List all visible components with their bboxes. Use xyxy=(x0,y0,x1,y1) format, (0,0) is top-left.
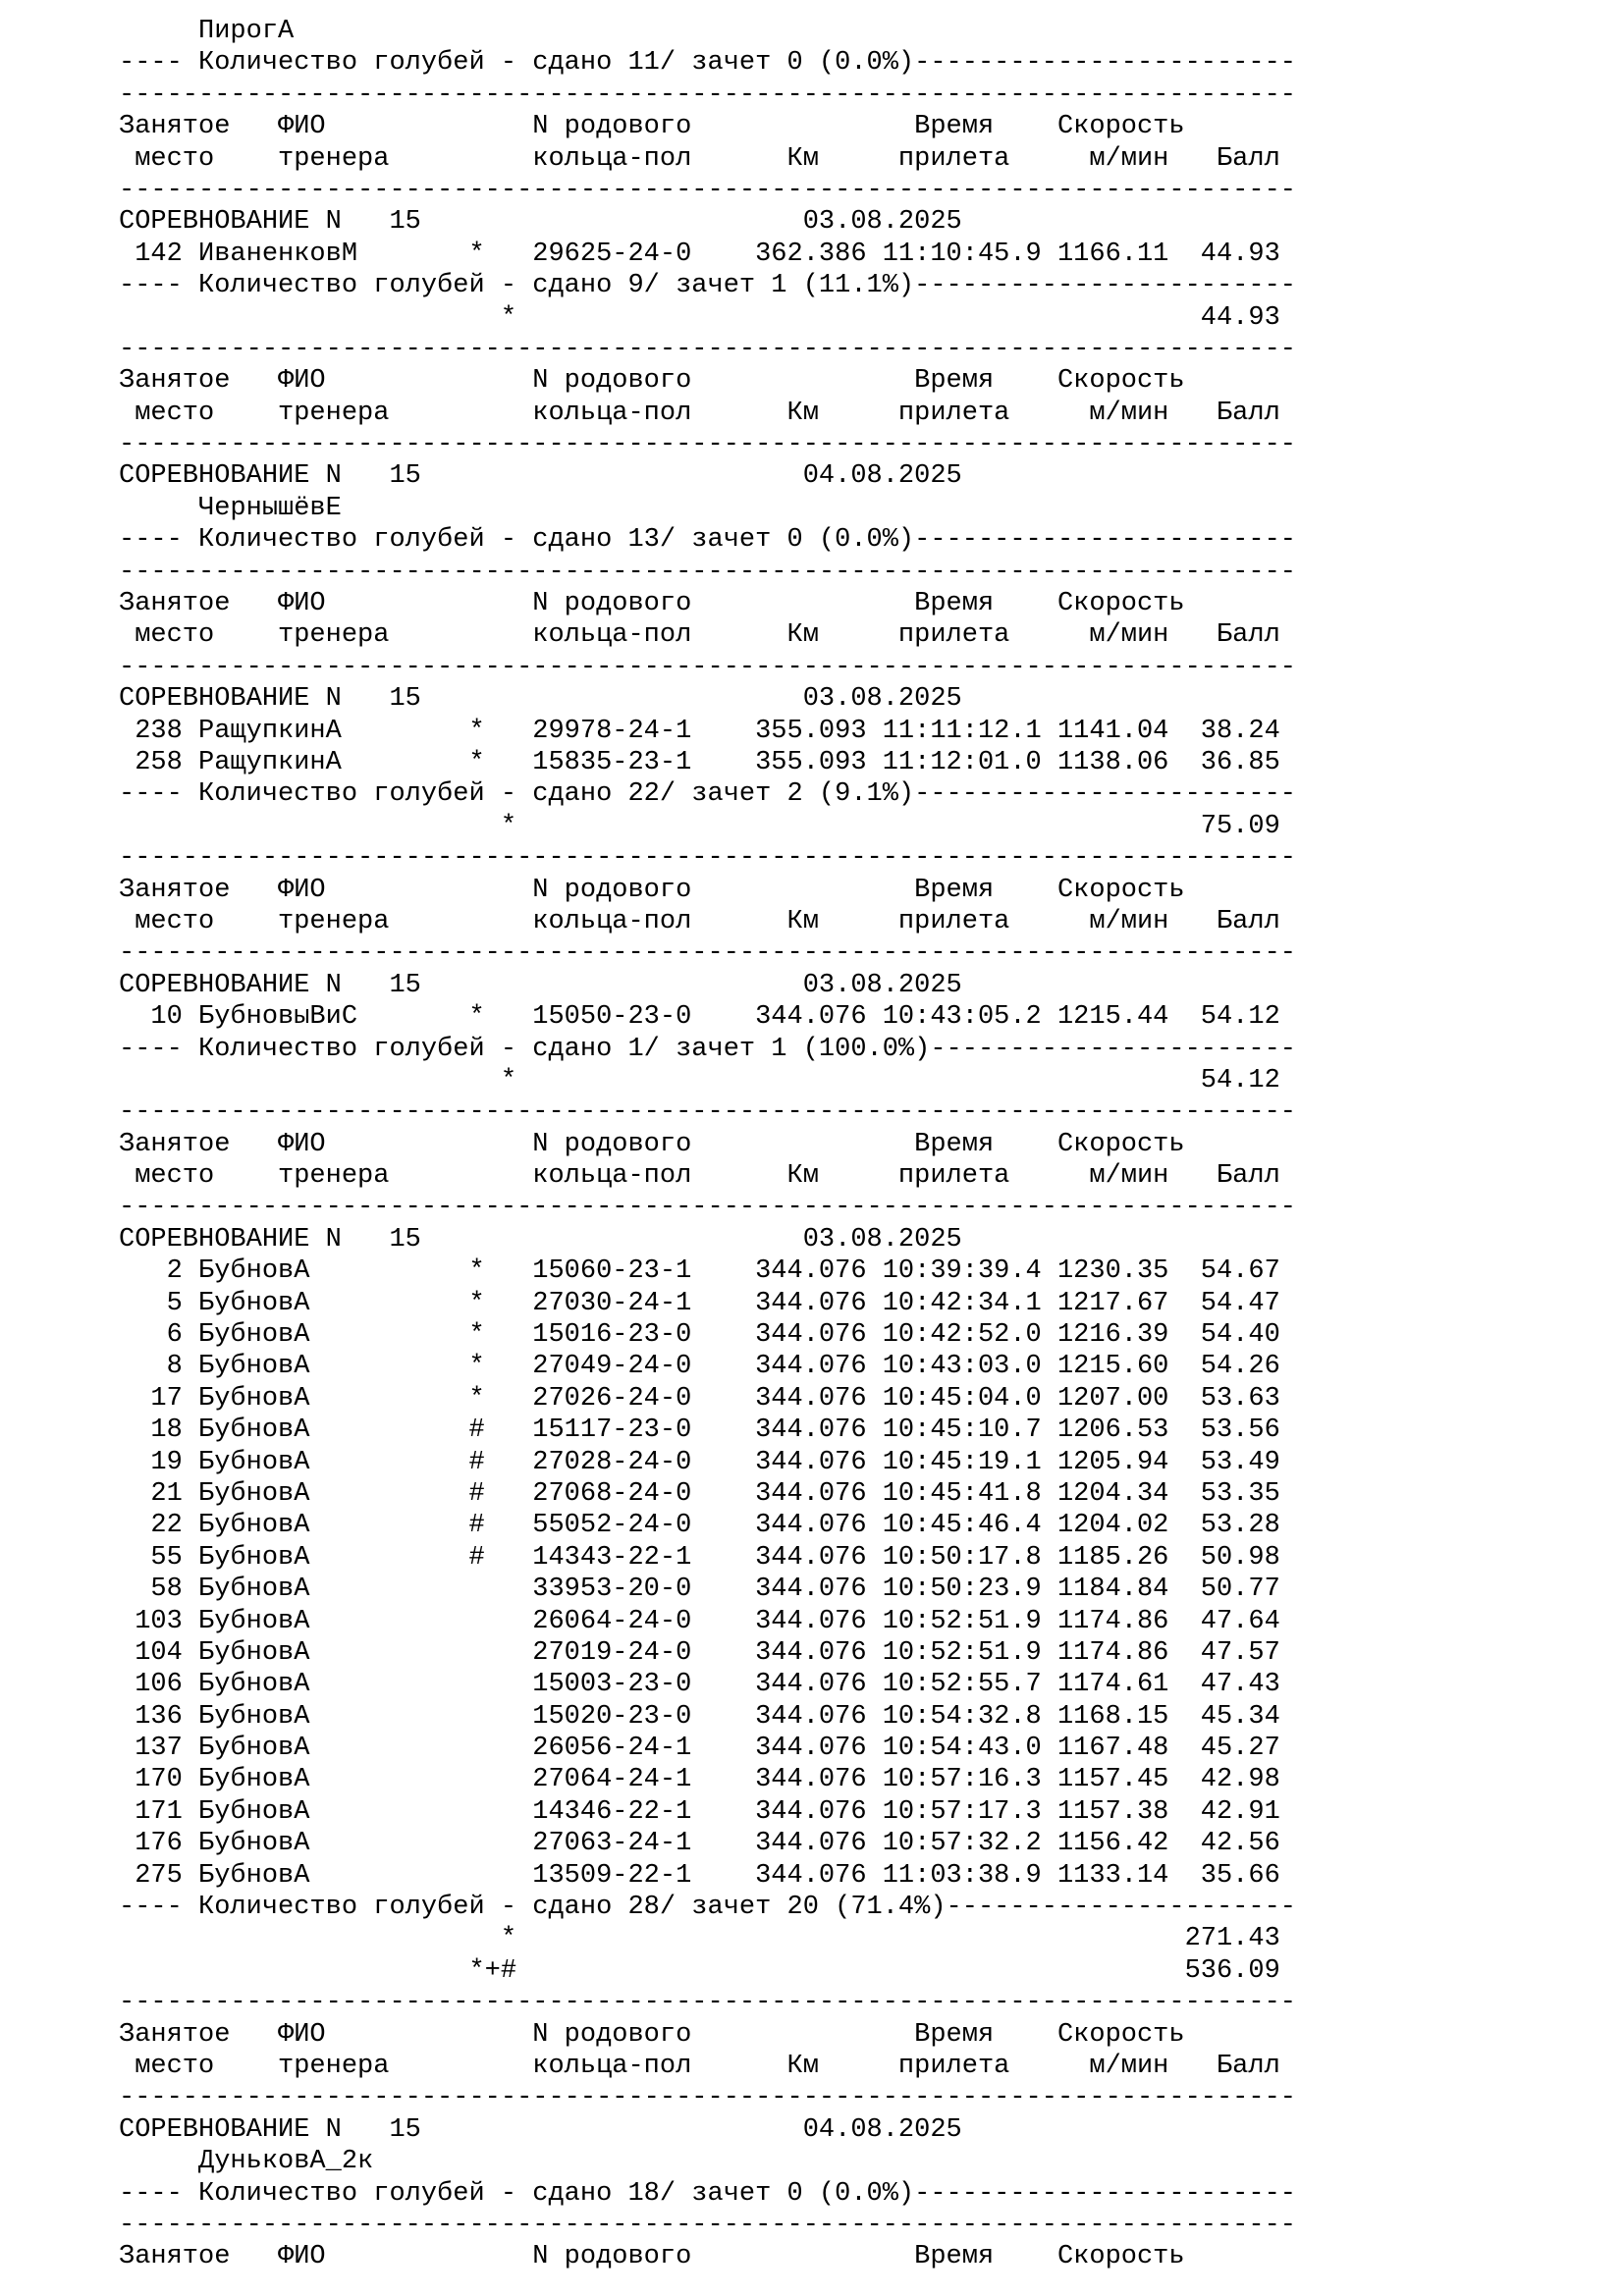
separator-line: -------------------------------------------------------------------------- xyxy=(119,557,1296,587)
result-row: 170 БубновА 27064-24-1 344.076 10:57:16.3 1157.45 42.98 xyxy=(119,1765,1280,1795)
separator-line: -------------------------------------------------------------------------- xyxy=(119,1193,1296,1223)
trainer-name-line: ЧернышёвЕ xyxy=(119,493,342,523)
separator-line: -------------------------------------------------------------------------- xyxy=(119,334,1296,364)
table-header-line-2: место тренера кольца-пол Км прилета м/мин Балл xyxy=(119,620,1280,651)
table-header-line-2: место тренера кольца-пол Км прилета м/мин Балл xyxy=(119,1161,1280,1192)
pigeon-count-line: ---- Количество голубей - сдано 9/ зачет 1 (11.1%)------------------------ xyxy=(119,271,1296,301)
result-row: 22 БубновА # 55052-24-0 344.076 10:45:46.4 1204.02 53.28 xyxy=(119,1511,1280,1541)
competition-line: СОРЕВНОВАНИЕ N 15 03.08.2025 xyxy=(119,1224,962,1255)
subtotal-line: * 75.09 xyxy=(119,811,1280,841)
result-row: 275 БубновА 13509-22-1 344.076 11:03:38.9 1133.14 35.66 xyxy=(119,1860,1280,1891)
result-row: 142 ИваненковМ * 29625-24-0 362.386 11:10:45.9 1166.11 44.93 xyxy=(119,239,1280,269)
separator-line: -------------------------------------------------------------------------- xyxy=(119,2210,1296,2240)
table-header-line-1: Занятое ФИО N родового Время Скорость xyxy=(119,112,1185,142)
table-header-line-2: место тренера кольца-пол Км прилета м/мин Балл xyxy=(119,906,1280,936)
result-row: 10 БубновыВиС * 15050-23-0 344.076 10:43:05.2 1215.44 54.12 xyxy=(119,1002,1280,1033)
competition-line: СОРЕВНОВАНИЕ N 15 03.08.2025 xyxy=(119,970,962,1000)
table-header-line-1: Занятое ФИО N родового Время Скорость xyxy=(119,2019,1185,2050)
result-row: 106 БубновА 15003-23-0 344.076 10:52:55.7 1174.61 47.43 xyxy=(119,1670,1280,1700)
pigeon-count-line: ---- Количество голубей - сдано 22/ зачет 2 (9.1%)------------------------ xyxy=(119,779,1296,810)
table-header-line-1: Занятое ФИО N родового Время Скорость xyxy=(119,2242,1185,2272)
pigeon-count-line: ---- Количество голубей - сдано 28/ зачет 20 (71.4%)---------------------- xyxy=(119,1893,1296,1923)
result-row: 104 БубновА 27019-24-0 344.076 10:52:51.9 1174.86 47.57 xyxy=(119,1637,1280,1668)
competition-line: СОРЕВНОВАНИЕ N 15 03.08.2025 xyxy=(119,684,962,715)
pigeon-count-line: ---- Количество голубей - сдано 1/ зачет 1 (100.0%)----------------------- xyxy=(119,1034,1296,1064)
trainer-name-line: ПирогА xyxy=(119,17,295,46)
result-row: 18 БубновА # 15117-23-0 344.076 10:45:10.7 1206.53 53.56 xyxy=(119,1415,1280,1446)
separator-line: -------------------------------------------------------------------------- xyxy=(119,652,1296,682)
result-row: 8 БубновА * 27049-24-0 344.076 10:43:03.0 1215.60 54.26 xyxy=(119,1352,1280,1382)
competition-line: СОРЕВНОВАНИЕ N 15 04.08.2025 xyxy=(119,461,962,492)
result-row: 2 БубновА * 15060-23-1 344.076 10:39:39.4 1230.35 54.67 xyxy=(119,1256,1280,1287)
result-row: 258 РащупкинА * 15835-23-1 355.093 11:12:01.0 1138.06 36.85 xyxy=(119,747,1280,777)
result-row: 176 БубновА 27063-24-1 344.076 10:57:32.2 1156.42 42.56 xyxy=(119,1829,1280,1859)
separator-line: -------------------------------------------------------------------------- xyxy=(119,80,1296,110)
result-row: 6 БубновА * 15016-23-0 344.076 10:42:52.0 1216.39 54.40 xyxy=(119,1320,1280,1351)
subtotal-line: * 271.43 xyxy=(119,1924,1280,1954)
subtotal-line: * 54.12 xyxy=(119,1065,1280,1095)
separator-line: -------------------------------------------------------------------------- xyxy=(119,1988,1296,2018)
result-row: 171 БубновА 14346-22-1 344.076 10:57:17.3 1157.38 42.91 xyxy=(119,1796,1280,1827)
separator-line: -------------------------------------------------------------------------- xyxy=(119,938,1296,969)
result-row: 5 БубновА * 27030-24-1 344.076 10:42:34.1 1217.67 54.47 xyxy=(119,1288,1280,1318)
subtotal-line: * 44.93 xyxy=(119,302,1280,333)
table-header-line-1: Занятое ФИО N родового Время Скорость xyxy=(119,1129,1185,1159)
table-header-line-1: Занятое ФИО N родового Время Скорость xyxy=(119,366,1185,397)
result-row: 103 БубновА 26064-24-0 344.076 10:52:51.9 1174.86 47.64 xyxy=(119,1606,1280,1636)
separator-line: -------------------------------------------------------------------------- xyxy=(119,843,1296,874)
subtotal-line: *+# 536.09 xyxy=(119,1955,1280,1986)
trainer-name-line: ДуньковА_2к xyxy=(119,2147,374,2177)
result-row: 238 РащупкинА * 29978-24-1 355.093 11:11:12.1 1141.04 38.24 xyxy=(119,716,1280,746)
result-row: 21 БубновА # 27068-24-0 344.076 10:45:41.8 1204.34 53.35 xyxy=(119,1478,1280,1509)
pigeon-count-line: ---- Количество голубей - сдано 13/ зачет 0 (0.0%)------------------------ xyxy=(119,525,1296,556)
pigeon-count-line: ---- Количество голубей - сдано 11/ зачет 0 (0.0%)------------------------ xyxy=(119,48,1296,79)
result-row: 136 БубновА 15020-23-0 344.076 10:54:32.8 1168.15 45.34 xyxy=(119,1701,1280,1732)
separator-line: -------------------------------------------------------------------------- xyxy=(119,2083,1296,2113)
table-header-line-1: Занятое ФИО N родового Время Скорость xyxy=(119,875,1185,905)
result-row: 58 БубновА 33953-20-0 344.076 10:50:23.9 1184.84 50.77 xyxy=(119,1575,1280,1605)
table-header-line-2: место тренера кольца-пол Км прилета м/мин Балл xyxy=(119,143,1280,174)
table-header-line-2: место тренера кольца-пол Км прилета м/мин Балл xyxy=(119,2052,1280,2081)
result-row: 55 БубновА # 14343-22-1 344.076 10:50:17.8 1185.26 50.98 xyxy=(119,1542,1280,1573)
table-header-line-1: Занятое ФИО N родового Время Скорость xyxy=(119,589,1185,619)
table-header-line-2: место тренера кольца-пол Км прилета м/мин Балл xyxy=(119,398,1280,428)
pigeon-count-line: ---- Количество голубей - сдано 18/ зачет 0 (0.0%)------------------------ xyxy=(119,2178,1296,2209)
separator-line: -------------------------------------------------------------------------- xyxy=(119,175,1296,205)
separator-line: -------------------------------------------------------------------------- xyxy=(119,430,1296,460)
result-row: 19 БубновА # 27028-24-0 344.076 10:45:19.1 1205.94 53.49 xyxy=(119,1447,1280,1477)
competition-line: СОРЕВНОВАНИЕ N 15 03.08.2025 xyxy=(119,207,962,238)
result-row: 17 БубновА * 27026-24-0 344.076 10:45:04.0 1207.00 53.63 xyxy=(119,1383,1280,1414)
result-row: 137 БубновА 26056-24-1 344.076 10:54:43.0 1167.48 45.27 xyxy=(119,1734,1280,1764)
competition-line: СОРЕВНОВАНИЕ N 15 04.08.2025 xyxy=(119,2114,962,2145)
separator-line: -------------------------------------------------------------------------- xyxy=(119,1097,1296,1128)
pigeon-results-report xyxy=(119,16,1296,2273)
